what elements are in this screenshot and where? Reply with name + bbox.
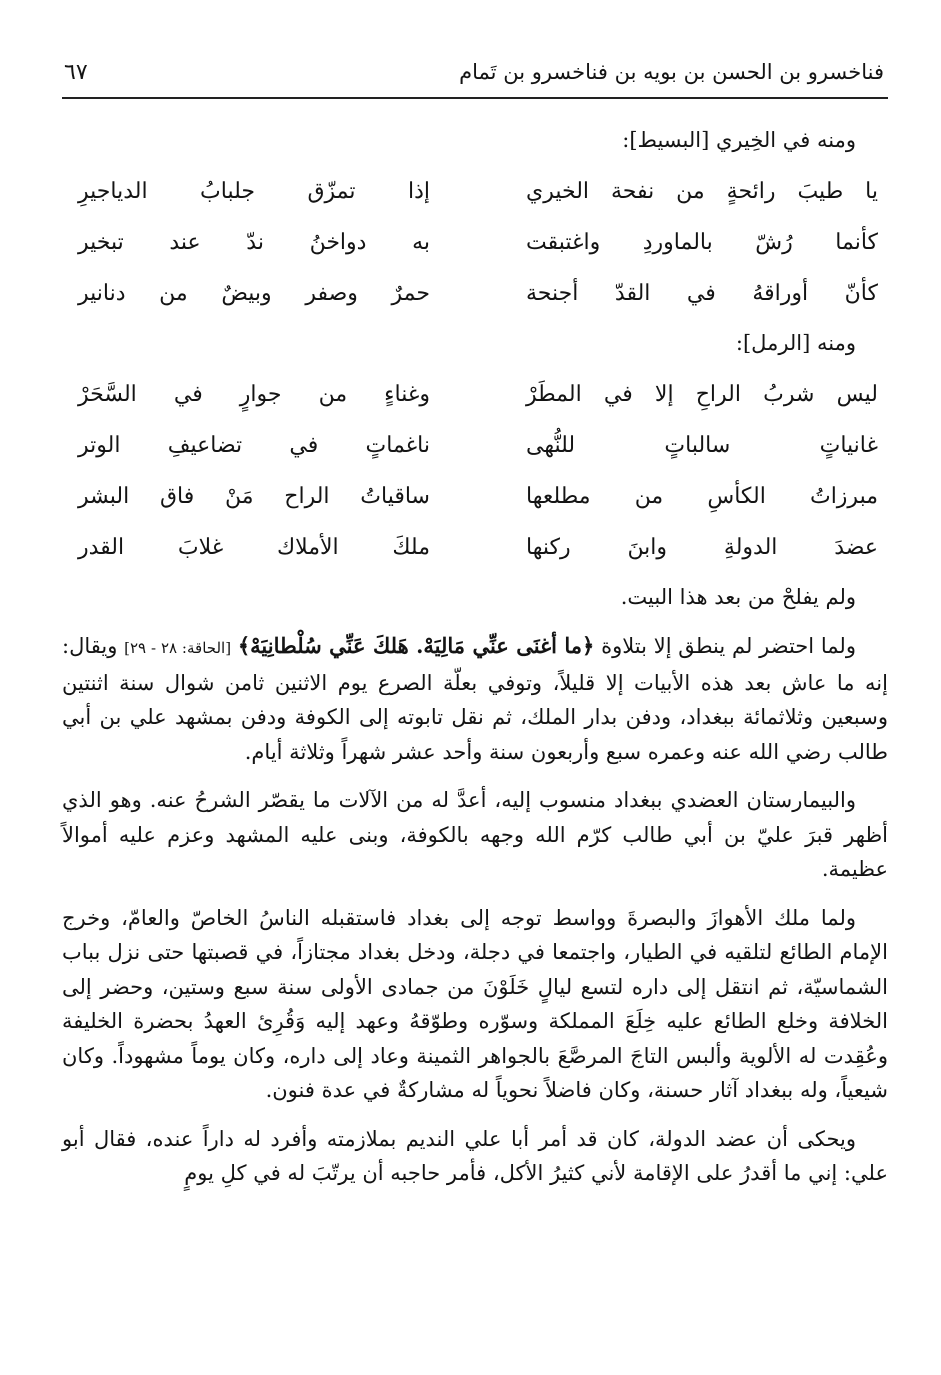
first-hemistich: غانياتٍ سالباتٍ للنُّهى <box>526 432 878 458</box>
paragraph-story: ويحكى أن عضد الدولة، كان قد أمر أبا علي النديم بملازمته وأفرد له داراً عنده، فقال أبو علي: إني ما أقدرُ على الإقامة لأني كثيرُ الأكل، فأمر حاجبه أن يرتّبَ له في كلِ يومٍ <box>62 1126 888 1185</box>
spacer <box>62 615 888 629</box>
second-hemistich: ساقياتُ الراح مَنْ فاق البشر <box>78 483 430 509</box>
quran-verse: ما أغنَى عنِّي مَالِيَهْ. هَلكَ عَنِّي سُلْطانِيَهْ <box>250 633 582 658</box>
verse <box>62 369 888 420</box>
verse <box>62 166 888 217</box>
second-hemistich: حمرٌ وصفر وبيضٌ من دنانير <box>78 280 430 306</box>
paragraph-hospital: والبيمارستان العضدي ببغداد منسوب إليه، أعدَّ له من الآلات ما يقصّر الشرحُ عنه. وهو الذي أظهر قبرَ عليّ بن أبي طالب كرّم الله وجهه بالكوفة، وبنى عليه المشهد وعزم عليه أموالاً عظيمة. <box>62 788 888 881</box>
page-header <box>64 52 884 92</box>
page-body <box>62 122 888 1191</box>
first-hemistich: كأنّ أوراقهُ في القدّ أجنحة <box>526 280 878 306</box>
paragraph-text: ويقال: إنه ما عاش بعد هذه الأبيات إلا قليلاً، وتوفي بعلّة الصرع يوم الاثنين ثامن شوال سنة اثنتين وسبعين وثلاثمائة ببغداد، ودفن بدار الملك، ثم نقل تابوته إلى الكوفة ودفن بمشهد علي بن أبي طالب رضي الله عنه وعمره سبع وأربعون سنة وأحد عشر شهراً وثلاثة أيام. <box>62 634 888 764</box>
spacer <box>62 887 888 901</box>
first-hemistich: عضدَ الدولةِ وابنَ ركنها <box>526 534 878 560</box>
poem-ramal <box>62 369 888 573</box>
running-title: فناخسرو بن الحسن بن بويه بن فناخسرو بن تَمام <box>459 60 884 84</box>
verse <box>62 471 888 522</box>
first-hemistich: ليس شربُ الراحِ إلا في المطَرْ <box>526 381 878 407</box>
second-hemistich: ناغماتٍ في تضاعيفِ الوتر <box>78 432 430 458</box>
second-hemistich: ملكَ الأملاك غلابَ القدر <box>78 534 430 560</box>
first-hemistich: مبرزاتُ الكأسِ من مطلعها <box>526 483 878 509</box>
verse <box>62 522 888 573</box>
verse <box>62 420 888 471</box>
quran-open-bracket: ﴿ <box>581 633 595 658</box>
paragraph-death <box>62 629 888 769</box>
second-hemistich: به دواخنُ ندّ عند تبخير <box>78 229 430 255</box>
poem-intro-ramal: ومنه [الرمل]: <box>735 331 856 355</box>
spacer <box>62 1108 888 1122</box>
verse <box>62 217 888 268</box>
header-rule <box>62 97 888 99</box>
quran-reference: [الحاقة: ٢٨ - ٢٩] <box>124 639 232 657</box>
second-hemistich: وغناءٍ من جوارٍ في السَّحَرْ <box>78 381 430 407</box>
spacer <box>62 769 888 783</box>
poem-basit <box>62 166 888 319</box>
second-hemistich: إذا تمزّق جلبابُ الدياجيرِ <box>78 178 430 204</box>
quran-close-bracket: ﴾ <box>237 633 251 658</box>
paragraph-kingdom: ولما ملك الأهوازَ والبصرةَ وواسط توجه إلى بغداد فاستقبله الناسُ الخاصّ والعامّ، وخرج الإمام الطائع لتلقيه في الطيار، واجتمعا في دجلة، ودخل بغداد مجتازاً، في قصبتها حتى نزل بباب الشماسيّة، ثم انتقل إلى داره لتسع ليالٍ خَلَوْنَ من جمادى الأولى سنة سبع وستين، وحضر إلى الخلافة وخلع الطائع عليه خِلَعَ المملكة وسوّره وطوّقهُ وعهد إليه وَقُرِئ العهدُ بحضرة الخليفة وعُقِدت له الألوية وألبس التاجَ المرصَّعَ بالجواهر الثمينة وعاد إلى داره، وكان يوماً مشهوداً. وكان شيعياً، وله ببغداد آثار حسنة، وكان فاضلاً نحوياً له مشاركةٌ في عدة فنون. <box>62 905 888 1102</box>
first-hemistich: كأنما رُشّ بالماوردِ واغتبقت <box>526 229 878 255</box>
paragraph-text: ولما احتضر لم ينطق إلا بتلاوة <box>601 634 856 658</box>
verse <box>62 268 888 319</box>
first-hemistich: يا طيبَ رائحةٍ من نفحة الخيري <box>526 178 878 204</box>
page-number: ٦٧ <box>64 59 88 85</box>
after-poem-line: ولم يفلحْ من بعد هذا البيت. <box>620 585 856 609</box>
poem-intro-basit: ومنه في الخِيري [البسيط]: <box>622 128 856 152</box>
